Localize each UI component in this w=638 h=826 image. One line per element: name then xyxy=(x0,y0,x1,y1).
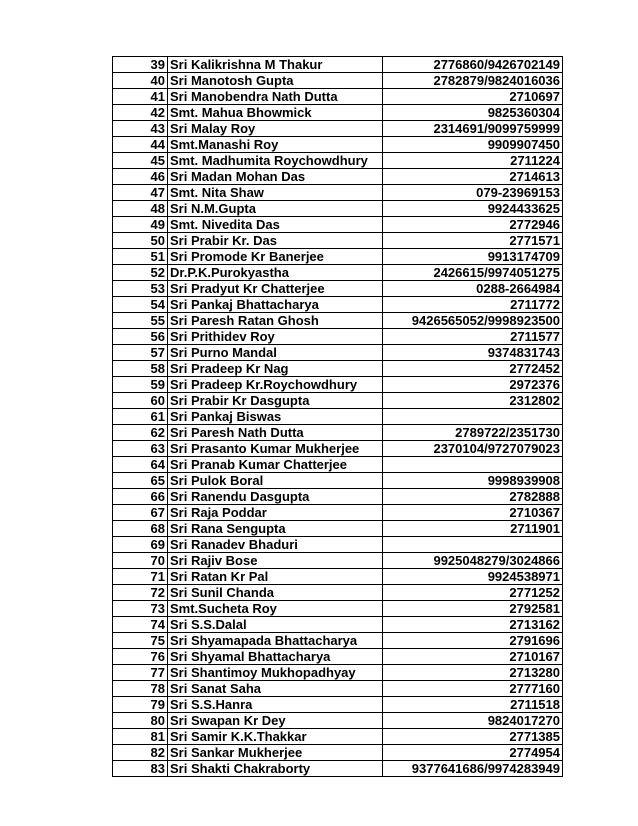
serial-number-cell: 43 xyxy=(113,121,168,137)
table-row xyxy=(113,521,563,537)
serial-number-cell: 80 xyxy=(113,713,168,729)
serial-number-cell: 83 xyxy=(113,761,168,777)
member-name-cell: Sri Pradeep Kr.Roychowdhury xyxy=(168,377,383,393)
table-row xyxy=(113,761,563,777)
table-row xyxy=(113,441,563,457)
table-row xyxy=(113,185,563,201)
phone-number-cell: 2711901 xyxy=(383,521,563,537)
phone-number-cell: 2972376 xyxy=(383,377,563,393)
table-row xyxy=(113,249,563,265)
member-name-cell: Sri Prithidev Roy xyxy=(168,329,383,345)
table-row xyxy=(113,329,563,345)
serial-number-cell: 68 xyxy=(113,521,168,537)
serial-number-cell: 53 xyxy=(113,281,168,297)
phone-number-cell: 2777160 xyxy=(383,681,563,697)
phone-number-cell: 9426565052/9998923500 xyxy=(383,313,563,329)
member-name-cell: Sri Rajiv Bose xyxy=(168,553,383,569)
serial-number-cell: 50 xyxy=(113,233,168,249)
member-name-cell: Sri Shakti Chakraborty xyxy=(168,761,383,777)
phone-number-cell xyxy=(383,409,563,425)
phone-number-cell: 9913174709 xyxy=(383,249,563,265)
serial-number-cell: 75 xyxy=(113,633,168,649)
phone-number-cell: 2771252 xyxy=(383,585,563,601)
table-row xyxy=(113,537,563,553)
table-row xyxy=(113,553,563,569)
serial-number-cell: 57 xyxy=(113,345,168,361)
table-row xyxy=(113,57,563,73)
member-name-cell: Sri Manotosh Gupta xyxy=(168,73,383,89)
table-row xyxy=(113,169,563,185)
member-name-cell: Sri Prabir Kr. Das xyxy=(168,233,383,249)
phone-number-cell xyxy=(383,537,563,553)
table-row xyxy=(113,617,563,633)
phone-number-cell: 9924433625 xyxy=(383,201,563,217)
member-name-cell: Sri Sankar Mukherjee xyxy=(168,745,383,761)
serial-number-cell: 79 xyxy=(113,697,168,713)
phone-number-cell: 9909907450 xyxy=(383,137,563,153)
member-name-cell: Sri Ranadev Bhaduri xyxy=(168,537,383,553)
member-contact-table xyxy=(112,56,563,777)
serial-number-cell: 63 xyxy=(113,441,168,457)
phone-number-cell: 2774954 xyxy=(383,745,563,761)
member-name-cell: Sri Pradeep Kr Nag xyxy=(168,361,383,377)
serial-number-cell: 42 xyxy=(113,105,168,121)
table-row xyxy=(113,233,563,249)
phone-number-cell: 2782888 xyxy=(383,489,563,505)
table-row xyxy=(113,105,563,121)
serial-number-cell: 82 xyxy=(113,745,168,761)
phone-number-cell: 2771385 xyxy=(383,729,563,745)
member-name-cell: Sri Ratan Kr Pal xyxy=(168,569,383,585)
table-row xyxy=(113,585,563,601)
member-name-cell: Smt. Madhumita Roychowdhury xyxy=(168,153,383,169)
phone-number-cell: 2711518 xyxy=(383,697,563,713)
table-row xyxy=(113,393,563,409)
phone-number-cell: 2711577 xyxy=(383,329,563,345)
member-name-cell: Sri Prabir Kr Dasgupta xyxy=(168,393,383,409)
member-name-cell: Smt.Manashi Roy xyxy=(168,137,383,153)
table-row xyxy=(113,745,563,761)
phone-number-cell: 2314691/9099759999 xyxy=(383,121,563,137)
phone-number-cell: 2710697 xyxy=(383,89,563,105)
phone-number-cell: 2713162 xyxy=(383,617,563,633)
member-name-cell: Sri N.M.Gupta xyxy=(168,201,383,217)
serial-number-cell: 69 xyxy=(113,537,168,553)
table-row xyxy=(113,345,563,361)
serial-number-cell: 76 xyxy=(113,649,168,665)
member-name-cell: Sri S.S.Dalal xyxy=(168,617,383,633)
table-row xyxy=(113,633,563,649)
member-name-cell: Sri Swapan Kr Dey xyxy=(168,713,383,729)
member-name-cell: Sri S.S.Hanra xyxy=(168,697,383,713)
table-row xyxy=(113,201,563,217)
member-name-cell: Sri Raja Poddar xyxy=(168,505,383,521)
table-row xyxy=(113,377,563,393)
member-name-cell: Dr.P.K.Purokyastha xyxy=(168,265,383,281)
phone-number-cell: 2792581 xyxy=(383,601,563,617)
phone-number-cell: 2776860/9426702149 xyxy=(383,57,563,73)
member-name-cell: Sri Rana Sengupta xyxy=(168,521,383,537)
member-name-cell: Sri Paresh Nath Dutta xyxy=(168,425,383,441)
phone-number-cell: 9825360304 xyxy=(383,105,563,121)
member-name-cell: Sri Manobendra Nath Dutta xyxy=(168,89,383,105)
serial-number-cell: 45 xyxy=(113,153,168,169)
member-name-cell: Sri Kalikrishna M Thakur xyxy=(168,57,383,73)
phone-number-cell: 2791696 xyxy=(383,633,563,649)
table-body xyxy=(113,57,563,777)
member-name-cell: Sri Pulok Boral xyxy=(168,473,383,489)
phone-number-cell: 2772946 xyxy=(383,217,563,233)
phone-number-cell: 2711224 xyxy=(383,153,563,169)
member-name-cell: Sri Shyamapada Bhattacharya xyxy=(168,633,383,649)
phone-number-cell: 9998939908 xyxy=(383,473,563,489)
phone-number-cell: 2370104/9727079023 xyxy=(383,441,563,457)
table-row xyxy=(113,649,563,665)
serial-number-cell: 39 xyxy=(113,57,168,73)
member-name-cell: Sri Sunil Chanda xyxy=(168,585,383,601)
table-row xyxy=(113,313,563,329)
phone-number-cell: 9377641686/9974283949 xyxy=(383,761,563,777)
table-row xyxy=(113,473,563,489)
member-name-cell: Sri Pradyut Kr Chatterjee xyxy=(168,281,383,297)
table-row xyxy=(113,217,563,233)
serial-number-cell: 47 xyxy=(113,185,168,201)
phone-number-cell: 079-23969153 xyxy=(383,185,563,201)
table-row xyxy=(113,281,563,297)
serial-number-cell: 46 xyxy=(113,169,168,185)
serial-number-cell: 54 xyxy=(113,297,168,313)
serial-number-cell: 78 xyxy=(113,681,168,697)
table-row xyxy=(113,73,563,89)
table-row xyxy=(113,601,563,617)
phone-number-cell: 9924538971 xyxy=(383,569,563,585)
phone-number-cell: 2426615/9974051275 xyxy=(383,265,563,281)
table-row xyxy=(113,89,563,105)
member-name-cell: Sri Ranendu Dasgupta xyxy=(168,489,383,505)
table-row xyxy=(113,409,563,425)
table-row xyxy=(113,457,563,473)
member-name-cell: Sri Promode Kr Banerjee xyxy=(168,249,383,265)
serial-number-cell: 58 xyxy=(113,361,168,377)
member-name-cell: Sri Pankaj Biswas xyxy=(168,409,383,425)
serial-number-cell: 41 xyxy=(113,89,168,105)
phone-number-cell: 2789722/2351730 xyxy=(383,425,563,441)
table-row xyxy=(113,137,563,153)
member-name-cell: Sri Pranab Kumar Chatterjee xyxy=(168,457,383,473)
phone-number-cell: 2710167 xyxy=(383,649,563,665)
serial-number-cell: 67 xyxy=(113,505,168,521)
phone-number-cell: 2714613 xyxy=(383,169,563,185)
serial-number-cell: 66 xyxy=(113,489,168,505)
serial-number-cell: 51 xyxy=(113,249,168,265)
member-name-cell: Sri Paresh Ratan Ghosh xyxy=(168,313,383,329)
phone-number-cell: 0288-2664984 xyxy=(383,281,563,297)
table-row xyxy=(113,425,563,441)
table-row xyxy=(113,665,563,681)
table-row xyxy=(113,697,563,713)
serial-number-cell: 44 xyxy=(113,137,168,153)
phone-number-cell: 9374831743 xyxy=(383,345,563,361)
table-row xyxy=(113,713,563,729)
member-name-cell: Smt. Nivedita Das xyxy=(168,217,383,233)
phone-number-cell: 2312802 xyxy=(383,393,563,409)
member-name-cell: Sri Malay Roy xyxy=(168,121,383,137)
serial-number-cell: 72 xyxy=(113,585,168,601)
table-row xyxy=(113,121,563,137)
serial-number-cell: 60 xyxy=(113,393,168,409)
phone-number-cell: 2772452 xyxy=(383,361,563,377)
table-row xyxy=(113,505,563,521)
table-row xyxy=(113,361,563,377)
member-name-cell: Sri Shyamal Bhattacharya xyxy=(168,649,383,665)
member-name-cell: Sri Prasanto Kumar Mukherjee xyxy=(168,441,383,457)
phone-number-cell: 9824017270 xyxy=(383,713,563,729)
member-name-cell: Sri Samir K.K.Thakkar xyxy=(168,729,383,745)
serial-number-cell: 48 xyxy=(113,201,168,217)
table-row xyxy=(113,297,563,313)
table-row xyxy=(113,569,563,585)
phone-number-cell: 2713280 xyxy=(383,665,563,681)
phone-number-cell: 2771571 xyxy=(383,233,563,249)
phone-number-cell xyxy=(383,457,563,473)
phone-number-cell: 2711772 xyxy=(383,297,563,313)
member-name-cell: Smt.Sucheta Roy xyxy=(168,601,383,617)
serial-number-cell: 40 xyxy=(113,73,168,89)
serial-number-cell: 73 xyxy=(113,601,168,617)
table-row xyxy=(113,681,563,697)
member-name-cell: Sri Shantimoy Mukhopadhyay xyxy=(168,665,383,681)
member-name-cell: Sri Purno Mandal xyxy=(168,345,383,361)
phone-number-cell: 2782879/9824016036 xyxy=(383,73,563,89)
table-row xyxy=(113,489,563,505)
serial-number-cell: 59 xyxy=(113,377,168,393)
serial-number-cell: 65 xyxy=(113,473,168,489)
serial-number-cell: 49 xyxy=(113,217,168,233)
member-name-cell: Smt. Nita Shaw xyxy=(168,185,383,201)
serial-number-cell: 55 xyxy=(113,313,168,329)
member-name-cell: Sri Madan Mohan Das xyxy=(168,169,383,185)
serial-number-cell: 71 xyxy=(113,569,168,585)
phone-number-cell: 9925048279/3024866 xyxy=(383,553,563,569)
table-row xyxy=(113,153,563,169)
serial-number-cell: 56 xyxy=(113,329,168,345)
table-row xyxy=(113,729,563,745)
member-name-cell: Smt. Mahua Bhowmick xyxy=(168,105,383,121)
serial-number-cell: 70 xyxy=(113,553,168,569)
serial-number-cell: 64 xyxy=(113,457,168,473)
serial-number-cell: 61 xyxy=(113,409,168,425)
phone-number-cell: 2710367 xyxy=(383,505,563,521)
member-name-cell: Sri Pankaj Bhattacharya xyxy=(168,297,383,313)
serial-number-cell: 52 xyxy=(113,265,168,281)
table-row xyxy=(113,265,563,281)
serial-number-cell: 74 xyxy=(113,617,168,633)
serial-number-cell: 62 xyxy=(113,425,168,441)
serial-number-cell: 77 xyxy=(113,665,168,681)
member-name-cell: Sri Sanat Saha xyxy=(168,681,383,697)
serial-number-cell: 81 xyxy=(113,729,168,745)
